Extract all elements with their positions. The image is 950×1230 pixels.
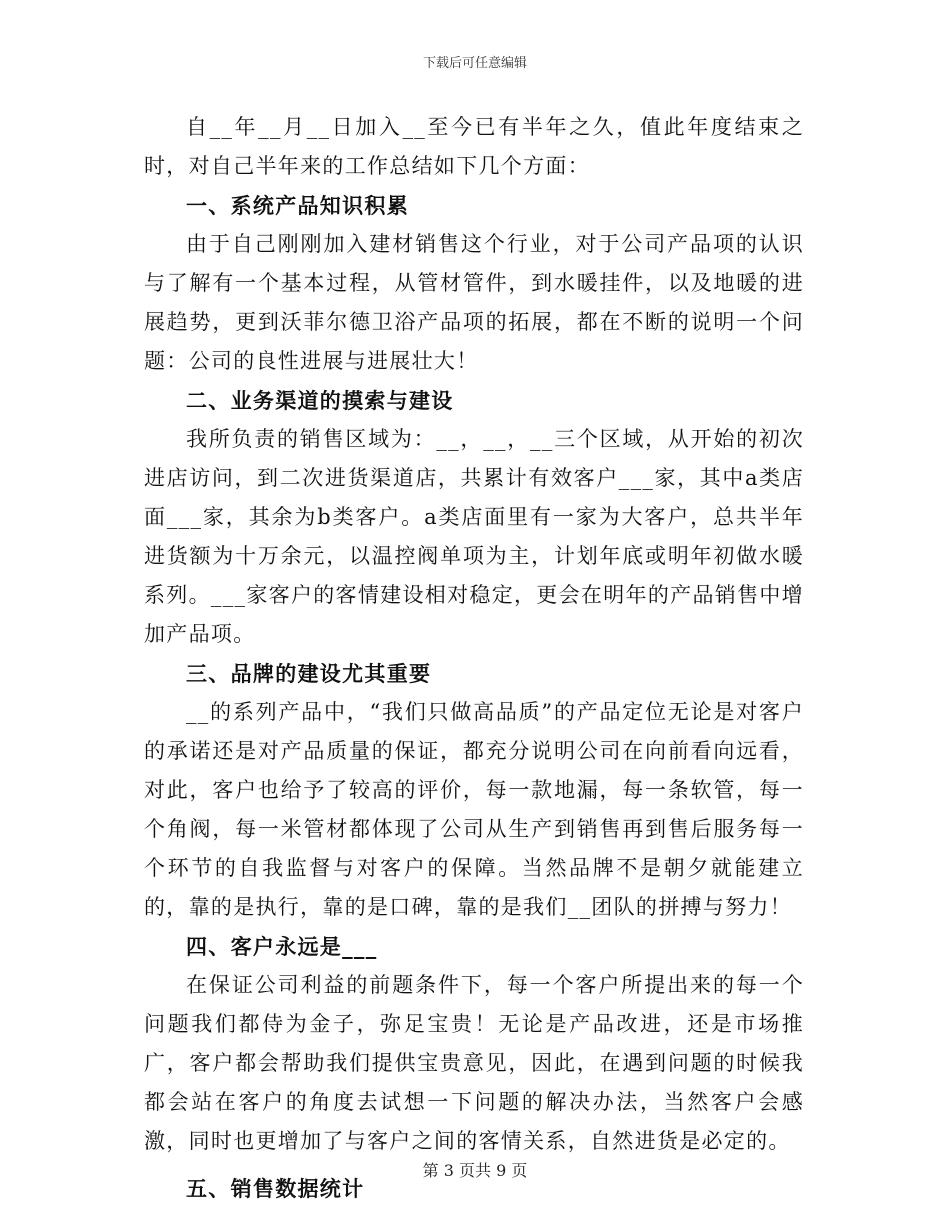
section-heading-5: 五、销售数据统计 — [186, 1176, 365, 1201]
section-body-1: 由于自己刚刚加入建材销售这个行业，对于公司产品项的认识与了解有一个基本过程，从管材管件，到水暖挂件，以及地暖的进展趋势，更到沃菲尔德卫浴产品项的拓展，都在不断的说明一个问题：公司的良性进展与进展壮大！ — [144, 232, 804, 373]
document-body — [144, 108, 804, 1208]
section-heading-3: 三、品牌的建设尤其重要 — [186, 661, 432, 686]
section-heading-4: 四、客户永远是___ — [186, 934, 378, 959]
page-footer: 第 3 页共 9 页 — [422, 1161, 528, 1180]
section-body-3: __的系列产品中，“我们只做高品质”的产品定位无论是对客户的承诺还是对产品质量的保证，都充分说明公司在向前看向远看，对此，客户也给予了较高的评价，每一款地漏，每一条软管，每一个角阀，每一米管材都体现了公司从生产到销售再到售后服务每一个环节的自我监督与对客户的保障。当然品牌不是朝夕就能建立的，靠的是执行，靠的是口碑，靠的是我们__团队的拼搏与努力！ — [144, 700, 804, 919]
page-header: 下载后可任意编辑 — [422, 56, 527, 71]
section-heading-2: 二、业务渠道的摸索与建设 — [186, 388, 454, 413]
section-body-2: 我所负责的销售区域为：__，__，__三个区域，从开始的初次进店访问，到二次进货渠道店，共累计有效客户___家，其中a类店面___家，其余为b类客户。a类店面里有一家为大客户，总共半年进货额为十万余元，以温控阀单项为主，计划年底或明年初做水暖系列。___家客户的客情建设相对稳定，更会在明年的产品销售中增加产品项。 — [144, 427, 804, 646]
intro-paragraph: 自__年__月__日加入__至今已有半年之久，值此年度结束之时，对自己半年来的工作总结如下几个方面： — [144, 115, 804, 178]
section-body-4: 在保证公司利益的前题条件下，每一个客户所提出来的每一个问题我们都侍为金子，弥足宝贵！无论是产品改进，还是市场推广，客户都会帮助我们提供宝贵意见，因此，在遇到问题的时候我都会站在客户的角度去试想一下问题的解决办法，当然客户会感激，同时也更增加了与客户之间的客情关系，自然进货是必定的。 — [144, 973, 804, 1153]
section-heading-1: 一、系统产品知识积累 — [186, 193, 409, 218]
